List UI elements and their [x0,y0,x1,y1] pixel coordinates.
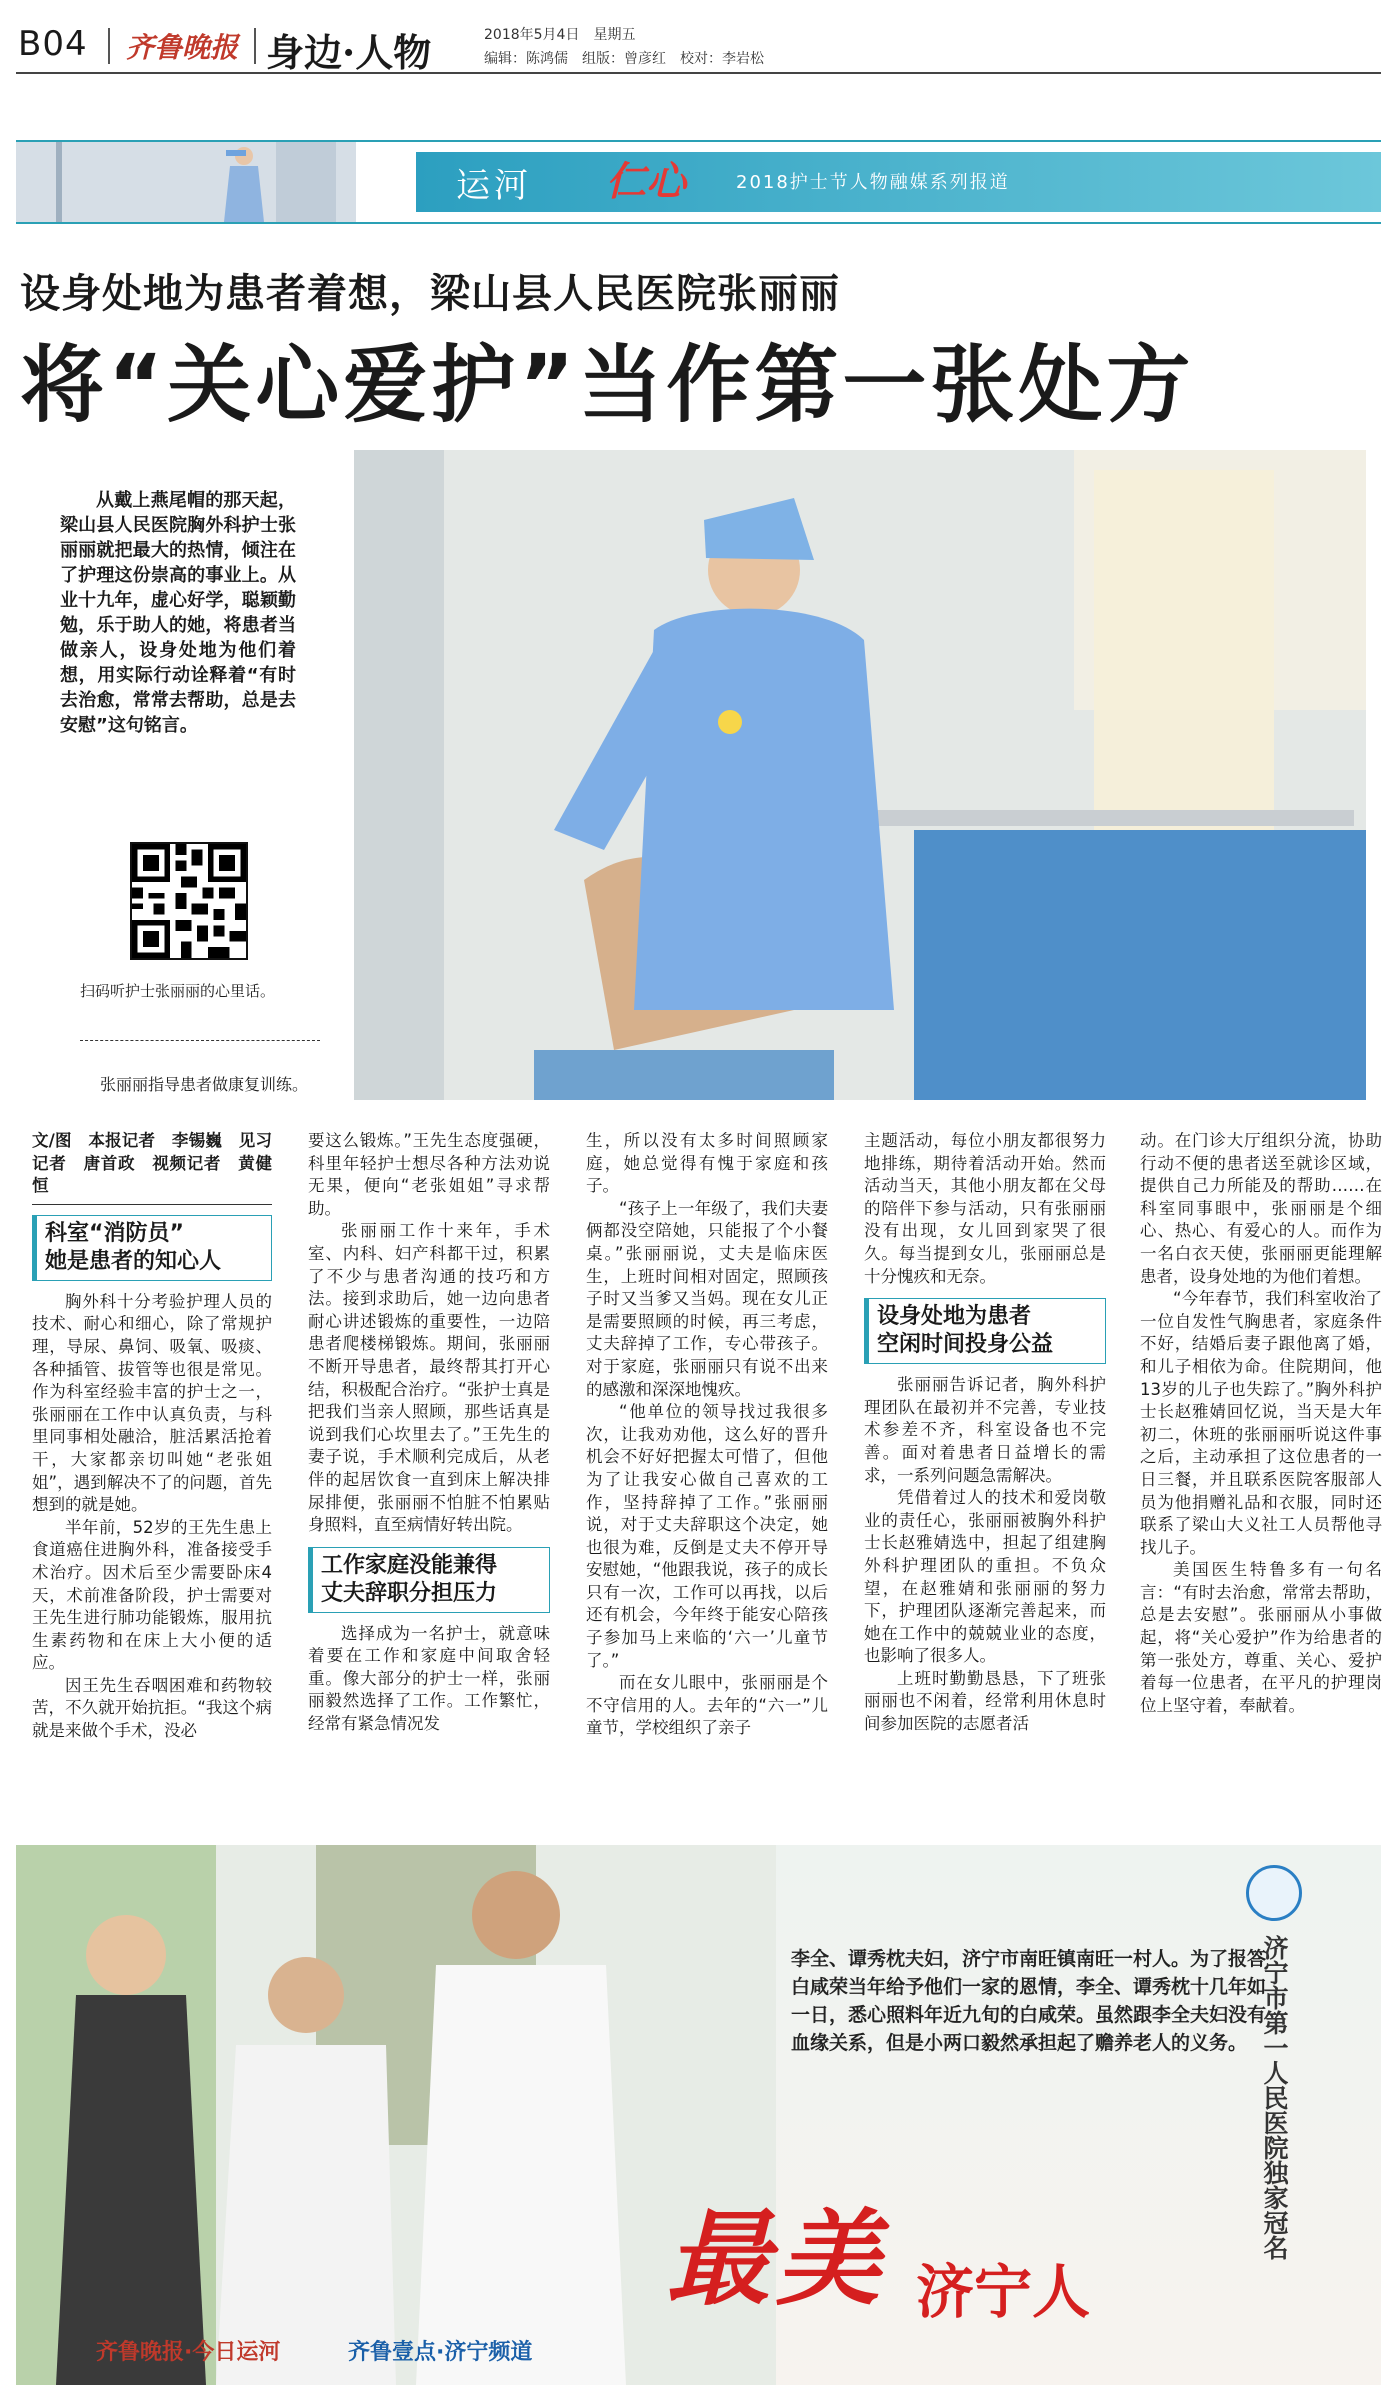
kicker-headline: 设身处地为患者着想，梁山县人民医院张丽丽 [20,271,840,317]
paragraph: 生，所以没有太多时间照顾家庭，她总觉得有愧于家庭和孩子。 [586,1131,828,1196]
paragraph: 动。在门诊大厅组织分流，协助行动不便的患者送至就诊区域，提供自己力所能及的帮助……在科室同事眼中，张丽丽是个细心、热心、有爱心的人。而作为一名白衣天使，张丽丽更能理解患者，设身处地的为他们着想。 [1140,1131,1382,1286]
editor: 编辑：陈鸿儒 [484,51,568,67]
column-2 [308,1130,550,1736]
qr-pattern [132,844,246,958]
divider [32,1204,272,1205]
issue-date: 2018年5月4日 [484,27,580,43]
column-3 [586,1130,828,1740]
banner-subtitle: 2018护士节人物融媒系列报道 [736,172,1010,193]
column-4 [864,1130,1106,1736]
banner-title: 运河 [456,166,532,206]
paragraph: 而在女儿眼中，张丽丽是个不守信用的人。去年的“六一”儿童节，学校组织了亲子 [586,1673,828,1738]
issue-weekday: 星期五 [593,27,636,43]
paragraph: 胸外科十分考验护理人员的技术、耐心和细心，除了常规护理，导尿、鼻饲、吸氧、吸痰、各种插管、拔管等也很是常见。作为科室经验丰富的护士之一，张丽丽在工作中认真负责，与科里同事相处融洽，脏活累活抢着干，大家都亲切叫她“老张姐姐”，遇到解决不了的问题，首先想到的就是她。 [32,1291,272,1515]
hospital-logo-icon [1246,1865,1302,1921]
qr-code-icon[interactable] [130,842,248,960]
brand-1: 齐鲁晚报·今日运河 [96,2340,281,2365]
main-photo [354,450,1366,1100]
intro-paragraph: 从戴上燕尾帽的那天起，梁山县人民医院胸外科护士张丽丽就把最大的热情，倾注在了护理这份崇高的事业上。从业十九年，虚心好学，聪颖勤勉，乐于助人的她，将患者当做亲人，设身处地为他们着想，用实际行动诠释着“有时去治愈，常常去帮助，总是去安慰”这句铭言。 [60,490,296,736]
caption-divider [80,1040,320,1041]
paragraph: “他单位的领导找过我很多次，让我劝劝他，这么好的晋升机会不好好把握太可惜了，但他为了让我安心做自己喜欢的工作，坚持辞掉了工作。”张丽丽说，对于丈夫辞职这个决定，她也很为难，反倒是丈夫不停开导安慰她，“他跟我说，孩子的成长只有一次，工作可以再找，以后还有机会，今年终于能安心陪孩子参加马上来临的‘六一’儿童节了。” [586,1402,828,1670]
page-number: B04 [18,24,88,64]
byline: 文/图 本报记者 李锡巍 见习记者 唐首政 视频记者 黄健恒 [32,1131,272,1196]
column-5 [1140,1130,1382,1717]
banner-heart-text: 仁心 [606,158,686,205]
masthead [16,14,1381,74]
paragraph: 上班时勤勤恳恳，下了班张丽丽也不闲着，经常利用休息时间参加医院的志愿者活 [864,1668,1106,1734]
ad-title-small: 济宁人 [916,2258,1091,2326]
paragraph: 选择成为一名护士，就意味着要在工作和家庭中间取舍轻重。像大部分的护士一样，张丽丽毅然选择了工作。工作繁忙，经常有紧急情况发 [308,1623,550,1734]
ad-title-big: 最美 [666,2197,887,2320]
section-title: 身边·人物 [266,30,432,75]
banner-photo [16,142,356,222]
paragraph: 主题活动，每位小朋友都很努力地排练，期待着活动开始。然而活动当天，其他小朋友都在父母的陪伴下参与活动，只有张丽丽没有出现，女儿回到家哭了很久。每当提到女儿，张丽丽总是十分愧疚和无奈。 [864,1131,1106,1286]
series-banner [16,140,1381,224]
paragraph: 张丽丽工作十来年，手术室、内科、妇产科都干过，积累了不少与患者沟通的技巧和方法。接到求助后，她一边向患者耐心讲述锻炼的重要性，一边陪患者爬楼梯锻炼。期间，张丽丽不断开导患者，最终帮其打开心结，积极配合治疗。“张护士真是把我们当亲人照顾，那些话真是说到我们心坎里去了。”王先生的妻子说，手术顺利完成后，从老伴的起居饮食一直到床上解决排尿排便，张丽丽不怕脏不怕累贴身照料，直至病情好转出院。 [308,1221,550,1535]
subhead-3: 设身处地为患者 空闲时间投身公益 [864,1298,1106,1364]
paragraph: 凭借着过人的技术和爱岗敬业的责任心，张丽丽被胸外科护士长赵雅婧选中，担起了组建胸外科护理团队的重担。不负众望，在赵雅婧和张丽丽的努力下，护理团队逐渐完善起来，而她在工作中的兢兢业业的态度，也影响了很多人。 [864,1488,1106,1666]
nurse-figure-icon [16,142,356,222]
subhead-2: 工作家庭没能兼得 丈夫辞职分担压力 [308,1547,550,1613]
paragraph: 要这么锻炼。”王先生态度强硬，科里年轻护士想尽各种方法劝说无果，便向“老张姐姐”寻求帮助。 [308,1131,550,1218]
divider [108,28,110,64]
paragraph: “今年春节，我们科室收治了一位自发性气胸患者，家庭条件不好，结婚后妻子跟他离了婚，和儿子相依为命。住院期间，他13岁的儿子也失踪了。”胸外科护士长赵雅婧回忆说，当天是大年初二，休班的张丽丽听说这件事之后，主动承担了这位患者的一日三餐，并且联系医院客服部人员为他捐赠礼品和衣服，同时还联系了梁山大义社工人员帮他寻找儿子。 [1140,1289,1382,1557]
paper-logo: 齐鲁晚报 [126,31,239,64]
ad-sponsor: 济宁市第一人民医院独家冠名 [1260,1935,1289,2260]
proofreader: 校对：李岩松 [680,51,764,67]
nurse-with-patient-photo [354,450,1366,1100]
bottom-advertisement [16,1845,1381,2385]
family-photo [16,1845,776,2385]
subhead-1: 科室“消防员” 她是患者的知心人 [32,1215,272,1281]
photo-caption: 张丽丽指导患者做康复训练。 [100,1075,309,1094]
ad-description: 李全、谭秀枕夫妇，济宁市南旺镇南旺一村人。为了报答白咸荣当年给予他们一家的恩情，李全、谭秀枕十几年如一日，悉心照料年近九旬的白咸荣。虽然跟李全夫妇没有血缘关系，但是小两口毅然承担起了赡养老人的义务。 [791,1948,1267,2054]
paragraph: 张丽丽告诉记者，胸外科护理团队在最初并不完善，专业技术参差不齐，科室设备也不完善。面对着患者日益增长的需求，一系列问题急需解决。 [864,1375,1106,1485]
brand-2: 齐鲁壹点·济宁频道 [348,2340,533,2365]
column-1 [32,1130,272,1743]
qr-caption: 扫码听护士张丽丽的心里话。 [80,982,276,1000]
paragraph: 半年前，52岁的王先生患上食道癌住进胸外科，准备接受手术治疗。因术后至少需要卧床4天，术前准备阶段，护士需要对王先生进行肺功能锻炼，服用抗生素药物和在床上大小便的适应。 [32,1517,272,1673]
paragraph: 美国医生特鲁多有一句名言：“有时去治愈，常常去帮助，总是去安慰”。张丽丽从小事做起，将“关心爱护”作为给患者的第一张处方，尊重、关心、爱护着每一位患者，在平凡的护理岗位上坚守着，奉献着。 [1140,1560,1382,1715]
paragraph: “孩子上一年级了，我们夫妻俩都没空陪她，只能报了个小餐桌。”张丽丽说，丈夫是临床医生，上班时间相对固定，照顾孩子时又当爹又当妈。现在女儿正是需要照顾的时候，再三考虑，丈夫辞掉了工作，专心带孩子。对于家庭，张丽丽只有说不出来的感激和深深地愧疚。 [586,1198,828,1399]
designer: 组版：曾彦红 [582,51,666,67]
divider [254,28,256,64]
main-headline: 将“关心爱护”当作第一张处方 [20,336,1195,434]
paragraph: 因王先生吞咽困难和药物较苦，不久就开始抗拒。“我这个病就是来做个手术，没必 [32,1675,272,1741]
